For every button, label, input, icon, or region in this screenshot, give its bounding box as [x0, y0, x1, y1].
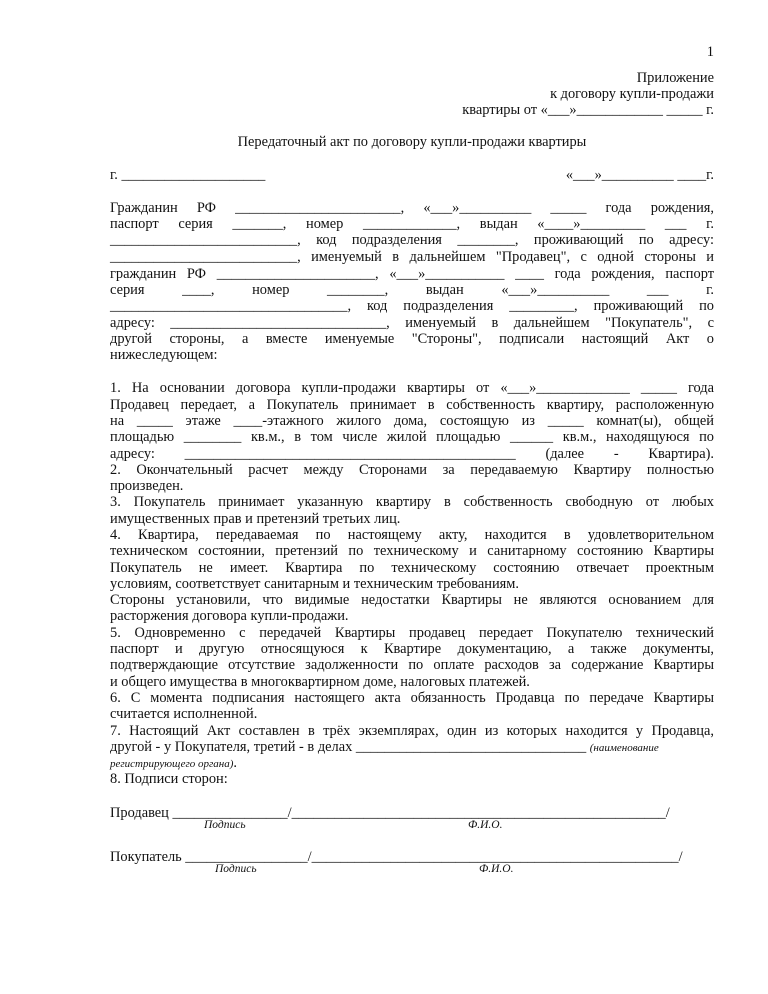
item-line: площадью ________ кв.м., в том числе жилой площадью ______ кв.м., находящуюся по: [110, 429, 714, 445]
seller-sign-label: Подпись: [204, 819, 246, 831]
item-line: Продавец передает, а Покупатель принимает в собственность квартиру, расположенную: [110, 397, 714, 413]
item-line: 3. Покупатель принимает указанную квартиру в собственность свободную от любых: [110, 494, 714, 510]
item-line: 2. Окончательный расчет между Сторонами за передаваемую Квартиру полностью: [110, 462, 714, 478]
item-line: 6. С момента подписания настоящего акта обязанность Продавца по передаче Квартиры: [110, 690, 714, 706]
item-line: Стороны установили, что видимые недостатки Квартиры не являются основанием для: [110, 592, 714, 608]
city-field: г. ____________________: [110, 167, 266, 183]
parties-line: паспорт серия _______, номер _____________, выдан «____»_________ ___ г.: [110, 216, 714, 232]
item-line: 7. Настоящий Акт составлен в трёх экземплярах, один из которых находится у Продавца,: [110, 723, 714, 739]
item-signatures-heading: 8. Подписи сторон:: [110, 771, 228, 787]
buyer-name-label: Ф.И.О.: [479, 863, 514, 875]
item-line: техническом состоянии, претензий по техническому и санитарному состоянию Квартиры: [110, 543, 714, 559]
buyer-sign-label: Подпись: [215, 863, 257, 875]
item-line: Покупатель не имеет. Квартира по техническому состоянию отвечает проектным: [110, 560, 714, 576]
parties-line: адресу: ______________________________, именуемый в дальнейшем "Покупатель", с: [110, 315, 714, 331]
appendix-line-2: к договору купли-продажи: [550, 86, 714, 102]
item-line: считается исполненной.: [110, 706, 258, 722]
item-line: паспорт и другую относящуюся к Квартире документацию, а также документы,: [110, 641, 714, 657]
item-line: имущественных прав и претензий третьих лиц.: [110, 511, 401, 527]
item-line: произведен.: [110, 478, 184, 494]
item-line: и общего имущества в многоквартирном доме, налоговых платежей.: [110, 674, 530, 690]
item-line: на _____ этаже ____-этажного жилого дома, состоящую из _____ комнат(ы), общей: [110, 413, 714, 429]
item7-period: .: [233, 755, 238, 771]
item-line: адресу: ______________________________________________ (далее - Квартира).: [110, 446, 714, 462]
item-line: подтверждающие отсутствие задолженности по оплате расходов за содержание Квартиры: [110, 657, 714, 673]
parties-line: серия ____, номер ________, выдан «___»__________ ___ г.: [110, 282, 714, 298]
parties-line: нижеследующем:: [110, 347, 218, 363]
item7-text: другой - у Покупателя, третий - в делах ________________________________: [110, 739, 590, 755]
item7-note-start: (наименование: [589, 742, 659, 754]
item-line: условиям, соответствует санитарным и техническим требованиям.: [110, 576, 519, 592]
parties-line: Гражданин РФ _______________________, «___»__________ _____ года рождения,: [110, 200, 714, 216]
seller-name-label: Ф.И.О.: [468, 819, 503, 831]
item-line: 5. Одновременно с передачей Квартиры продавец передает Покупателю технический: [110, 625, 714, 641]
buyer-signature-line: Покупатель _________________/___________________________________________________/: [110, 849, 683, 865]
document-title: Передаточный акт по договору купли-продажи квартиры: [237, 134, 587, 150]
page-number: 1: [706, 44, 714, 60]
item-line: 4. Квартира, передаваемая по настоящему акту, находится в удовлетворительном: [110, 527, 714, 543]
parties-line: другой стороны, а вместе именуемые "Стороны", подписали настоящий Акт о: [110, 331, 714, 347]
item-line: расторжения договора купли-продажи.: [110, 608, 349, 624]
parties-line: гражданин РФ ______________________, «___»___________ ____ года рождения, паспорт: [110, 266, 714, 282]
item7-note-end: регистрирующего органа): [110, 758, 234, 770]
appendix-line-3: квартиры от «___»____________ _____ г.: [462, 102, 714, 118]
appendix-line-1: Приложение: [636, 70, 714, 86]
seller-signature-line: Продавец ________________/____________________________________________________/: [110, 805, 670, 821]
item-line: 1. На основании договора купли-продажи квартиры от «___»_____________ _____ года: [110, 380, 714, 396]
parties-line: _________________________________, код подразделения _________, проживающий по: [110, 298, 714, 314]
parties-line: __________________________, код подразделения ________, проживающий по адресу:: [110, 232, 714, 248]
date-field: «___»__________ ____г.: [565, 167, 714, 183]
parties-line: __________________________, именуемый в дальнейшем "Продавец", с одной стороны и: [110, 249, 714, 265]
